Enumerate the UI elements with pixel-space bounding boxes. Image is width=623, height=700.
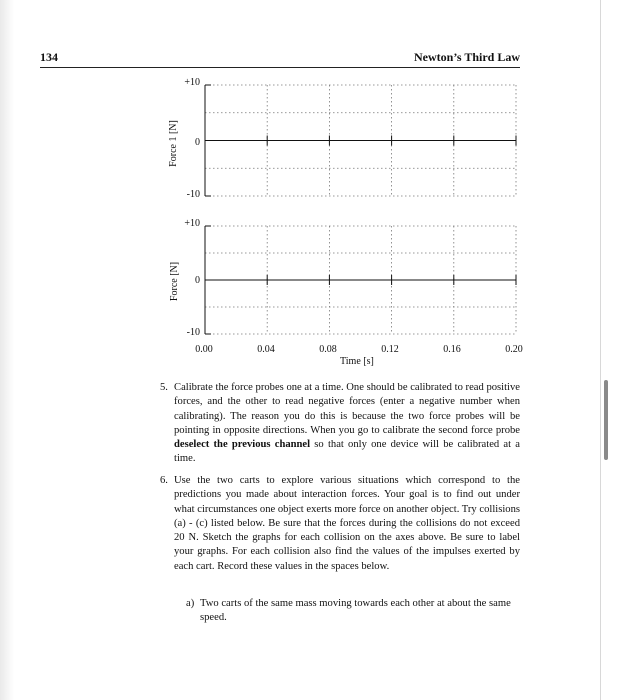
item-bold-text: deselect the previous channel (174, 439, 311, 451)
xtick-label: 0.12 (381, 344, 399, 355)
item-number: 5. (160, 382, 168, 393)
xtick-label: 0.16 (443, 344, 461, 355)
xtick-label: 0.04 (257, 344, 275, 355)
xtick-label: 0.20 (505, 344, 523, 355)
collision-item-a (186, 597, 520, 626)
top-force-plot (205, 85, 516, 196)
bottom-ytick-label: -10 (186, 327, 200, 338)
item-number: 6. (160, 475, 168, 486)
instruction-item-6 (160, 474, 520, 574)
top-plot-ylabel: Force 1 [N] (167, 120, 179, 167)
item-number: a) (186, 598, 195, 609)
instruction-item-5 (160, 381, 520, 467)
item-text: Calibrate the force probes one at a time. One should be calibrated to read positive forces, and the other to read negative forces (enter a negative number when calibrating). The reason you do this is because the two force probes will be pointing in opposite directions. When you go to calibrate the second force probe (174, 382, 520, 436)
xtick-label: 0.08 (319, 344, 337, 355)
bottom-force-plot (205, 226, 516, 334)
bottom-plot-ylabel: Force [N] (169, 261, 181, 302)
item-text: Two carts of the same mass moving towards each other at about the same speed. (200, 598, 511, 624)
item-text: so that only one device will be calibrated at a time. (174, 439, 520, 465)
item-text: Use the two carts to explore various situations which correspond to the predictions you made about interaction forces. Your goal is to find out under what circumstances one object exerts more force on another object. Try collisions (a) - (c) listed below. Be sure that the forces during the collisions do not exceed 20 N. Sketch the graphs for each collision on the axes above. Be sure to label your graphs. For each collision also find the values of the impulses exerted by each cart. Record these values in the spaces below. (174, 475, 520, 572)
top-ytick-label: -10 (186, 189, 200, 200)
top-ytick-label: +10 (184, 77, 200, 88)
top-ytick-label: 0 (195, 137, 200, 148)
x-axis-label: Time [s] (340, 356, 374, 367)
running-head: Newton’s Third Law (413, 50, 520, 64)
bottom-ytick-label: +10 (184, 218, 200, 229)
xtick-label: 0.00 (195, 344, 213, 355)
bottom-ytick-label: 0 (195, 275, 200, 286)
page-number: 134 (40, 50, 58, 64)
